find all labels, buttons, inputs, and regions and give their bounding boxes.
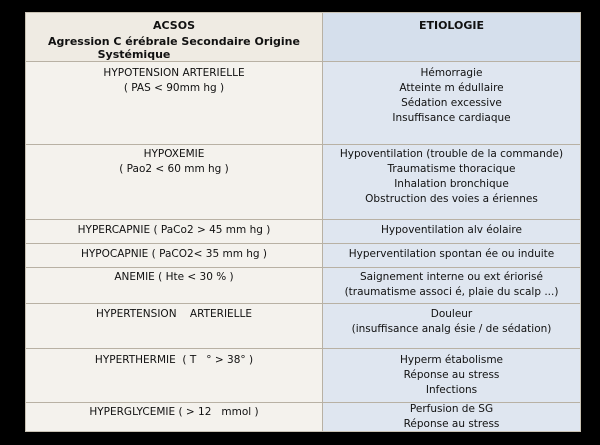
etiology-item: Sédation excessive — [401, 97, 502, 109]
etiology-item: Obstruction des voies a ériennes — [365, 193, 538, 205]
row-label: ( Pao2 < 60 mm hg ) — [119, 163, 229, 175]
table-row — [26, 349, 580, 403]
table-row — [26, 268, 580, 304]
etiology-item: Réponse au stress — [403, 418, 500, 430]
table-row — [26, 62, 580, 145]
row-label: ( PAS < 90mm hg ) — [123, 82, 225, 94]
header-cell-etiologie — [323, 13, 580, 61]
etiology-item: Infections — [425, 384, 478, 396]
etiology-item: (traumatisme associ é, plaie du scalp ...) — [344, 286, 559, 298]
table-row — [26, 145, 580, 220]
acsos-table — [25, 12, 581, 432]
header-row — [26, 13, 580, 62]
row-label: ANEMIE ( Hte < 30 % ) — [114, 271, 234, 283]
etiology-item: Hyperm étabolisme — [399, 354, 504, 366]
table-row — [26, 403, 580, 431]
row-label: HYPERTENSION ARTERIELLE — [95, 308, 253, 320]
etiology-item: Hypoventilation alv éolaire — [381, 224, 522, 236]
etiology-item: Hémorragie — [420, 67, 483, 79]
table-row — [26, 220, 580, 244]
row-label: HYPOXEMIE — [143, 148, 205, 160]
etiology-item: Hyperventilation spontan ée ou induite — [348, 248, 555, 260]
etiology-item: Atteinte m édullaire — [399, 82, 504, 94]
etiology-item: Insuffisance cardiaque — [392, 112, 511, 124]
row-label: HYPOCAPNIE ( PaCO2< 35 mm hg ) — [80, 248, 268, 260]
header-cell-acsos — [26, 13, 323, 61]
row-label: HYPERCAPNIE ( PaCo2 > 45 mm hg ) — [77, 224, 271, 236]
header-acsos-line1: Agression C érébrale Secondaire Origine — [48, 35, 300, 48]
header-etiologie-title: ETIOLOGIE — [418, 19, 485, 32]
etiology-item: Perfusion de SG — [409, 403, 494, 415]
row-label: HYPERTHERMIE ( T ° > 38° ) — [94, 354, 254, 366]
etiology-item: Douleur — [430, 308, 473, 320]
row-label: HYPOTENSION ARTERIELLE — [103, 67, 245, 79]
etiology-item: (insuffisance analg ésie / de sédation) — [351, 323, 552, 335]
etiology-item: Réponse au stress — [403, 369, 500, 381]
header-acsos-title: ACSOS — [153, 19, 195, 32]
etiology-item: Saignement interne ou ext ériorisé — [360, 271, 543, 283]
etiology-item: Traumatisme thoracique — [387, 163, 516, 175]
etiology-item: Inhalation bronchique — [394, 178, 509, 190]
table-row — [26, 304, 580, 349]
etiology-item: Hypoventilation (trouble de la commande) — [339, 148, 564, 160]
row-label: HYPERGLYCEMIE ( > 12 mmol ) — [89, 406, 259, 418]
header-acsos-line2: Systémique — [97, 48, 171, 61]
table-row — [26, 244, 580, 268]
